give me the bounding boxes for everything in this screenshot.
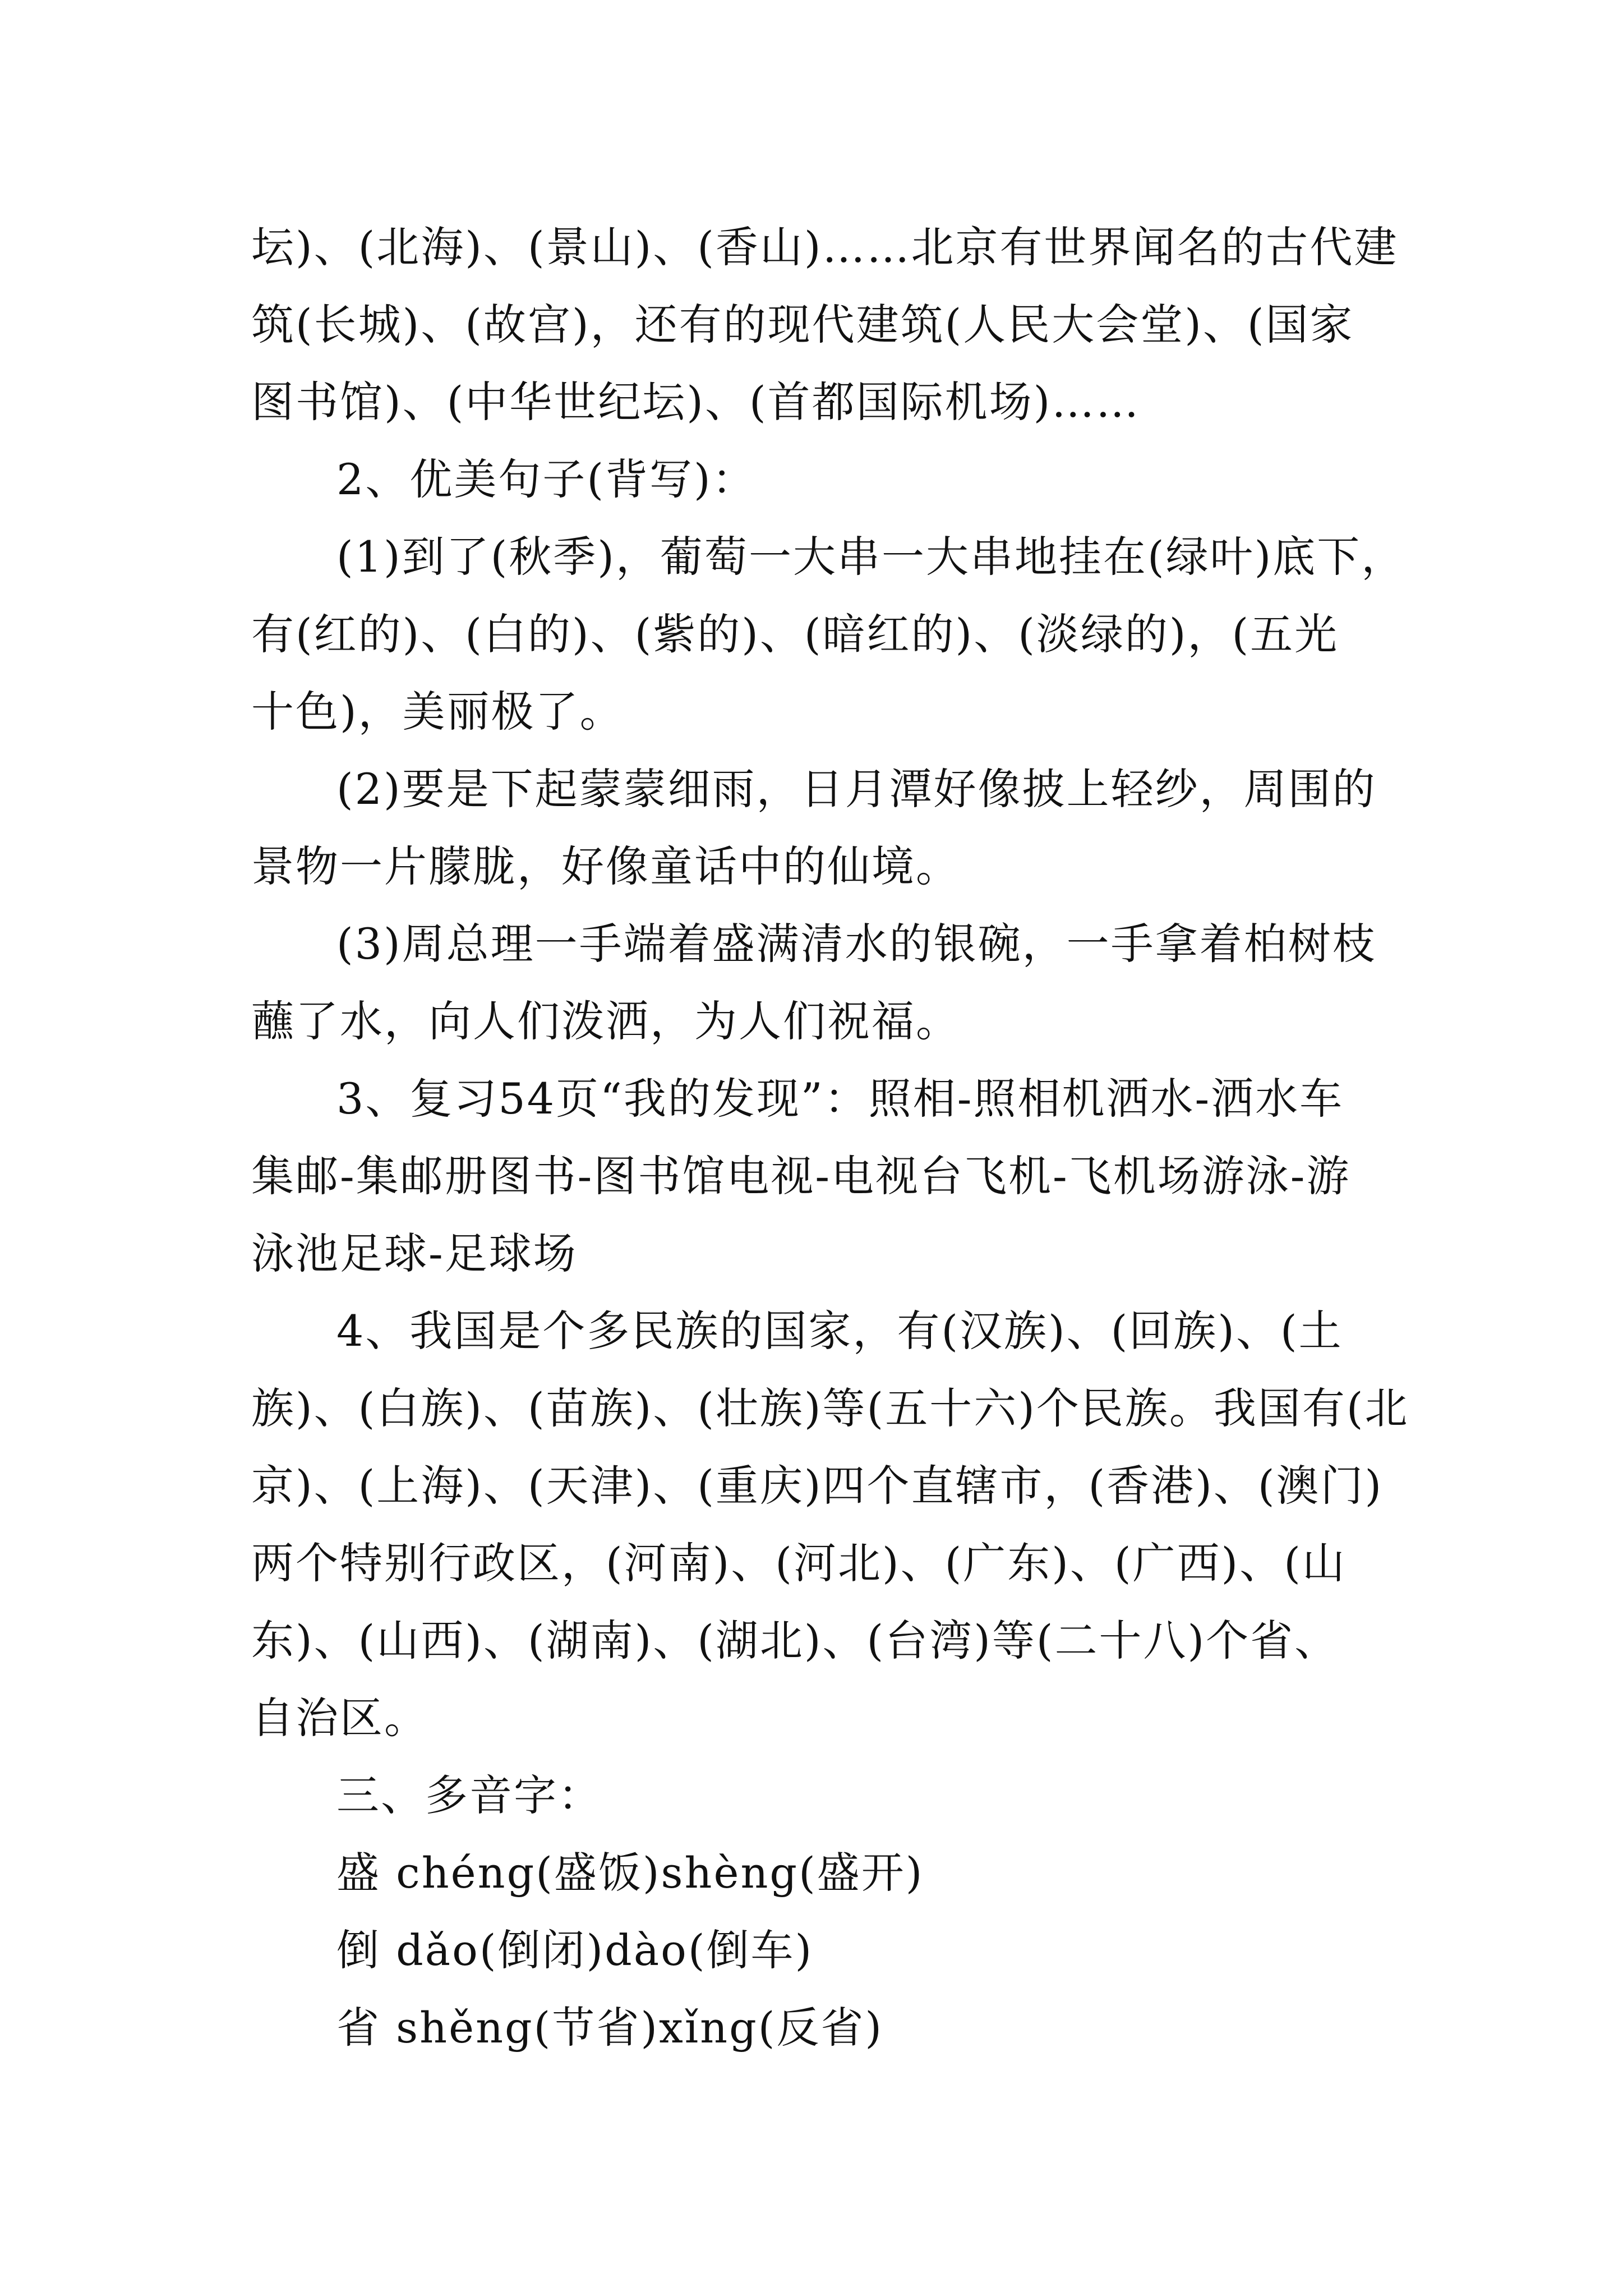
text-line: 有(红的)、(白的)、(紫的)、(暗红的)、(淡绿的)，(五光 (251, 609, 1339, 659)
text-line: 4、我国是个多民族的国家，有(汉族)、(回族)、(土 (336, 1306, 1343, 1356)
section-heading: 三、多音字： (336, 1770, 602, 1820)
section-heading: 2、优美句子(背写)： (336, 454, 757, 504)
text-line: 蘸了水，向人们泼洒，为人们祝福。 (251, 996, 960, 1046)
text-line: 泳池足球-足球场 (251, 1228, 578, 1278)
document-body (251, 209, 1409, 2067)
text-line: (3)周总理一手端着盛满清水的银碗，一手拿着柏树枝 (336, 919, 1377, 969)
polyphone-entry: 倒 dǎo(倒闭)dào(倒车) (336, 1925, 814, 1975)
text-line: 东)、(山西)、(湖南)、(湖北)、(台湾)等(二十八)个省、 (251, 1616, 1339, 1665)
text-line: (2)要是下起蒙蒙细雨，日月潭好像披上轻纱，周围的 (336, 764, 1377, 814)
text-line: (1)到了(秋季)，葡萄一大串一大串地挂在(绿叶)底下， (336, 532, 1406, 582)
text-line: 坛)、(北海)、(景山)、(香山)……北京有世界闻名的古代建 (251, 222, 1399, 272)
text-line: 两个特别行政区，(河南)、(河北)、(广东)、(广西)、(山 (251, 1538, 1347, 1588)
text-line: 3、复习54页“我的发现”：照相-照相机洒水-洒水车 (336, 1074, 1344, 1124)
polyphone-entry: 省 shěng(节省)xǐng(反省) (336, 2003, 884, 2053)
text-line: 自治区。 (251, 1693, 428, 1743)
polyphone-entry: 盛 chéng(盛饭)shèng(盛开) (336, 1848, 924, 1898)
text-line: 集邮-集邮册图书-图书馆电视-电视台飞机-飞机场游泳-游 (251, 1151, 1351, 1201)
text-line: 筑(长城)、(故宫)，还有的现代建筑(人民大会堂)、(国家 (251, 300, 1354, 349)
text-line: 十色)，美丽极了。 (251, 687, 624, 737)
text-line: 图书馆)、(中华世纪坛)、(首都国际机场)…… (251, 377, 1141, 427)
text-line: 景物一片朦胧，好像童话中的仙境。 (251, 841, 960, 891)
text-line: 京)、(上海)、(天津)、(重庆)四个直辖市，(香港)、(澳门) (251, 1461, 1384, 1511)
text-line: 族)、(白族)、(苗族)、(壮族)等(五十六)个民族。我国有(北 (251, 1383, 1409, 1433)
